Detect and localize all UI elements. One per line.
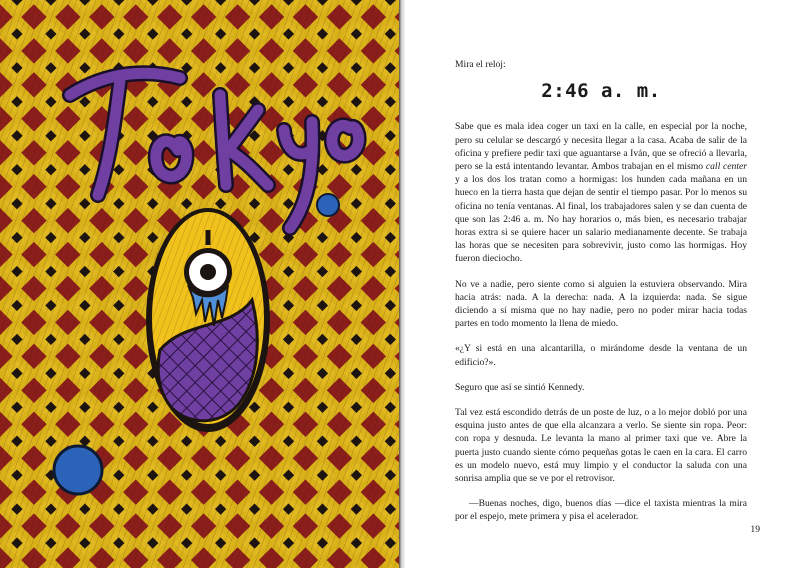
paragraph-1-text: Sabe que es mala idea coger un taxi en la calle, en especial por la noche, pero su celular se descargó y necesita llegar a la casa. Acaba de salir de la oficina y prefiere pedir taxi que aguantarse a Iván, que se ofreció a llevarla, pero se la está intentando levantar. Ambos trabajan en el mismo <box>455 121 747 173</box>
large-blue-orb <box>54 446 102 494</box>
time-heading: 2:46 a. m. <box>541 80 661 103</box>
crying-egg-creature <box>146 208 270 432</box>
paragraph-1-emphasis: call center <box>705 161 747 173</box>
tokyo-illustration <box>0 0 399 568</box>
page-number: 19 <box>750 524 760 535</box>
small-blue-orb <box>317 194 339 216</box>
text-page <box>405 0 800 568</box>
intro-line: Mira el reloj: <box>455 59 506 70</box>
paragraph-1 <box>455 120 747 265</box>
paragraph-1-text-continued: y a los dos los tratan como a hormigas: los hunden cada mañana en un hueco en la tierra hasta que dejan de sentir el tiempo pasar. Por lo menos su oficina no tenía ventanas. Al final, los trabajadores salen y se dan cuenta de que son las 2:46 a. m. No hay horarios o, más bien, es necesario trabajar horas extra si se quiere hacer un salario medianamente decente. Se trabaja las horas que se necesiten para sobrevivir, justo como las hormigas. Hoy fueron dieciocho. <box>455 174 747 265</box>
paragraph-4: Seguro que así se sintió Kennedy. <box>455 381 585 393</box>
paragraph-3: «¿Y si está en una alcantarilla, o mirándome desde la ventana de un edificio?». <box>455 343 747 368</box>
paragraph-2: No ve a nadie, pero siente como si alguien la estuviera observando. Mira hacia atrás: nada. A la derecha: nada. A la izquierda: nada. Se sigue diciendo a sí misma que no hay nadie, pero no poder mirar hacia todas partes en todo momento la llena de miedo. <box>455 278 747 330</box>
illustration-page <box>0 0 399 568</box>
paragraph-6: —Buenas noches, digo, buenos días —dice el taxista mientras la mira por el espejo, mete primera y pisa el acelerador. <box>455 498 747 523</box>
text-block <box>455 58 747 536</box>
paragraph-5: Tal vez está escondido detrás de un poste de luz, o a lo mejor dobló por una esquina justo antes de que ella alcanzara a verlo. Se siente sin ropa. Peor: con ropa y desnuda. Le levanta la mano al primer taxi que ve. Abre la puerta justo cuando siente cómo pequeñas gotas le caen en la cara. El carro es un modelo nuevo, está muy limpio y el conductor la saluda con una sonrisa amplia que se ve por el retrovisor. <box>455 407 747 485</box>
